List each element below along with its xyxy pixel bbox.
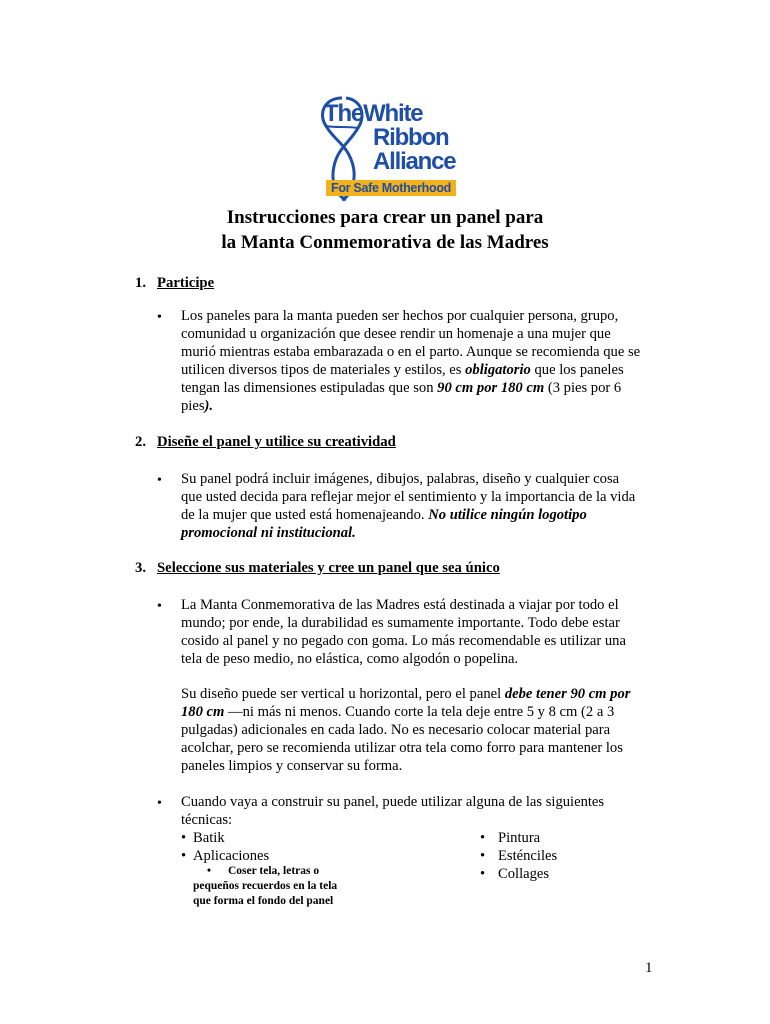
text-run: que los paneles (534, 362, 624, 378)
text-run: (3 pies por 6 (547, 380, 622, 396)
text-line: pulgadas) adicionales en cada lado. No es necesario colocar material para (181, 722, 611, 738)
section-number: 1. (135, 275, 147, 291)
text-run: —ni más ni menos. Cuando corte la tela deje entre 5 y 8 cm (2 a 3 (228, 704, 615, 720)
technique-bullet: • (480, 866, 486, 882)
technique-bullet: • (181, 830, 187, 846)
text-line: murió mientras estaba embarazada o en el parto. Aunque se recomienda que se (181, 344, 641, 360)
logo-tagline: For Safe Motherhood (326, 180, 456, 196)
text-line-mixed (181, 397, 661, 415)
bullet: • (157, 599, 162, 614)
text-run: Su diseño puede ser vertical u horizontal, pero el panel (181, 686, 502, 702)
text-line: cosido al panel y no pegado con goma. Lo más recomendable es utilizar una (181, 633, 626, 649)
text-line: promocional ni institucional. (181, 525, 356, 541)
section-title: Participe (157, 275, 215, 291)
section-3-paragraph-3 (181, 793, 661, 829)
text-line-mixed (181, 703, 661, 721)
text-line: paneles limpios y conservar su forma. (181, 758, 403, 774)
document-title-line-1: Instrucciones para crear un panel para (226, 207, 544, 228)
technique-bullet: • (480, 830, 486, 846)
technique-estenciles: Esténciles (498, 848, 558, 864)
sub-item-line-2: pequeños recuerdos en la tela (193, 880, 338, 892)
section-number: 3. (135, 560, 147, 576)
text-line: técnicas: (181, 812, 233, 828)
text-line: Cuando vaya a construir su panel, puede utilizar alguna de las siguientes (181, 794, 605, 810)
technique-bullet: • (480, 848, 486, 864)
section-1-paragraph (181, 307, 661, 415)
bullet: • (157, 796, 162, 811)
text-line: Los paneles para la manta pueden ser hechos por cualquier persona, grupo, (181, 308, 619, 324)
text-line: que usted decida para reflejar mejor el sentimiento y la importancia de la vida (181, 489, 636, 505)
logo-line-1: TheWhite (324, 100, 423, 127)
technique-batik: Batik (193, 830, 225, 846)
text-run: pies (181, 398, 205, 414)
text-run: utilicen diversos tipos de materiales y estilos, es (181, 362, 462, 378)
section-3-paragraph-2 (181, 685, 661, 775)
emphasis-size: debe tener 90 cm por (504, 686, 631, 702)
text-line-mixed (181, 685, 661, 703)
sub-item-bullet: • (207, 865, 212, 877)
page-number: 1 (645, 960, 653, 976)
section-title: Diseñe el panel y utilice su creatividad (157, 434, 396, 450)
text-line: La Manta Conmemorativa de las Madres está destinada a viajar por todo el (181, 597, 619, 613)
white-ribbon-alliance-logo (312, 92, 460, 204)
sub-item-line-1: Coser tela, letras o (228, 865, 320, 877)
sub-item-line-3: que forma el fondo del panel (193, 895, 334, 907)
section-number: 2. (135, 434, 147, 450)
text-line: comunidad u organización que desee rendir un homenaje a una mujer que (181, 326, 611, 342)
bullet: • (157, 473, 162, 488)
technique-pintura: Pintura (498, 830, 541, 846)
text-line: acolchar, pero se recomienda utilizar otra tela como forro para mantener los (181, 740, 623, 756)
text-line-mixed (181, 361, 661, 379)
text-line: mundo; por ende, la durabilidad es sumamente importante. Todo debe estar (181, 615, 620, 631)
text-line-mixed (181, 506, 661, 524)
technique-bullet: • (181, 848, 187, 864)
text-run: tengan las dimensiones estipuladas que son (181, 380, 434, 396)
document-title-line-2: la Manta Conmemorativa de las Madres (221, 232, 549, 253)
emphasis-dimensions: 90 cm por 180 cm (437, 380, 545, 396)
emphasis-no-logo: No utilice ningún logotipo (428, 507, 587, 523)
emphasis-obligatorio: obligatorio (465, 362, 531, 378)
section-3-paragraph-1 (181, 596, 661, 668)
logo-line-2: Ribbon (373, 124, 449, 151)
section-title: Seleccione sus materiales y cree un panel que sea único (157, 560, 500, 576)
text-line-mixed (181, 379, 661, 397)
technique-collages: Collages (498, 866, 550, 882)
section-2-paragraph (181, 470, 661, 542)
text-line: Su panel podrá incluir imágenes, dibujos, palabras, diseño y cualquier cosa (181, 471, 620, 487)
logo-line-3: Alliance (373, 148, 456, 175)
text-line: tela de peso medio, no elástica, como algodón o popelina. (181, 651, 519, 667)
emphasis-size: 180 cm (181, 704, 225, 720)
technique-aplicaciones: Aplicaciones (193, 848, 270, 864)
bullet: • (157, 310, 162, 325)
text-run: de la mujer que usted está homenajeando. (181, 507, 425, 523)
text-run: ). (204, 398, 214, 414)
